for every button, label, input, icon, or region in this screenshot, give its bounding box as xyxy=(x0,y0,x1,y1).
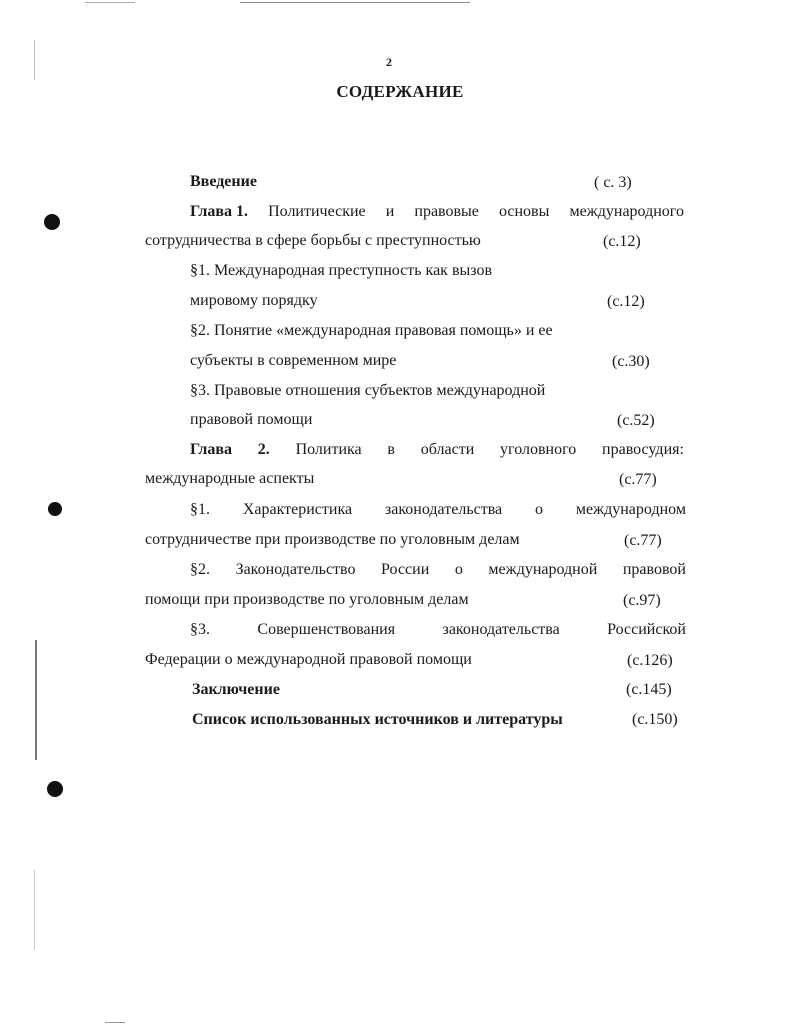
word: Политика xyxy=(295,441,362,458)
toc-chapter1-prefix: Глава 1. xyxy=(190,203,248,220)
word: в xyxy=(387,441,395,458)
toc-chapter2-number: 2. xyxy=(257,441,270,458)
word: законодательства xyxy=(442,621,560,638)
word: уголовного xyxy=(500,441,577,458)
word: §1. xyxy=(190,501,210,518)
hole-punch-mark xyxy=(44,214,60,230)
word: Характеристика xyxy=(242,501,353,518)
toc-ch2-s3-line1 xyxy=(190,620,686,640)
toc-ch1-s3-line1: §3. Правовые отношения субъектов международной xyxy=(190,382,546,399)
word: Российской xyxy=(607,621,686,638)
word: международного xyxy=(569,203,684,220)
toc-ch1-s1-page: (с.12) xyxy=(607,293,645,310)
top-edge-mark xyxy=(85,2,135,3)
toc-intro-label: Введение xyxy=(190,173,257,190)
toc-conclusion-page: (с.145) xyxy=(626,681,672,698)
top-edge-mark xyxy=(240,2,470,3)
toc-ch1-s2-line2: субъекты в современном мире xyxy=(190,352,397,369)
toc-chapter2-page: (с.77) xyxy=(619,471,657,488)
toc-conclusion-label: Заключение xyxy=(192,681,280,698)
word: области xyxy=(420,441,475,458)
toc-ch2-s2-page: (с.97) xyxy=(623,592,661,609)
toc-sources-label: Список использованных источников и литературы xyxy=(192,711,563,728)
toc-chapter2-line2: международные аспекты xyxy=(145,470,315,487)
hole-punch-mark xyxy=(47,781,63,797)
toc-ch1-s1-line2: мировому порядку xyxy=(190,292,318,309)
toc-ch2-s1-line1 xyxy=(190,500,686,520)
word: и xyxy=(385,203,395,220)
toc-ch1-s2-line1: §2. Понятие «международная правовая помощь» и ее xyxy=(190,322,553,339)
toc-ch2-s3-line2: Федерации о международной правовой помощи xyxy=(145,651,472,668)
word: России xyxy=(381,561,430,578)
toc-ch2-s1-line2: сотрудничестве при производстве по уголовным делам xyxy=(145,531,520,548)
toc-chapter1-line2: сотрудничества в сфере борьбы с преступностью xyxy=(145,232,481,249)
hole-punch-mark xyxy=(48,502,62,516)
toc-chapter2-line1 xyxy=(190,440,684,460)
toc-ch2-s1-page: (с.77) xyxy=(624,532,662,549)
toc-intro-page: ( с. 3) xyxy=(594,174,632,191)
toc-ch1-s3-page: (с.52) xyxy=(617,412,655,429)
word: о xyxy=(534,501,543,518)
word: международной xyxy=(488,561,598,578)
word: правосудия: xyxy=(602,441,684,458)
word: Совершенствования xyxy=(257,621,396,638)
page-title: СОДЕРЖАНИЕ xyxy=(336,82,464,101)
word: правовые xyxy=(414,203,479,220)
binding-edge-mark xyxy=(34,870,35,950)
toc-ch2-s2-line2: помощи при производстве по уголовным делам xyxy=(145,591,469,608)
word: правовой xyxy=(622,561,686,578)
word: международном xyxy=(575,501,686,518)
word: Политические xyxy=(268,203,366,220)
toc-ch2-s2-line1 xyxy=(190,560,686,580)
word: законодательства xyxy=(384,501,503,518)
toc-chapter1-line1 xyxy=(190,202,684,222)
toc-sources-page: (с.150) xyxy=(632,711,678,728)
toc-ch1-s1-line1: §1. Международная преступность как вызов xyxy=(190,262,493,279)
word: §2. xyxy=(190,561,210,578)
toc-ch1-s2-page: (с.30) xyxy=(612,353,650,370)
page-number: 2 xyxy=(386,55,392,69)
toc-chapter2-word: Глава xyxy=(190,441,232,458)
word: Законодательство xyxy=(235,561,356,578)
binding-edge-mark xyxy=(34,40,35,80)
word: §3. xyxy=(190,621,210,638)
word: основы xyxy=(498,203,550,220)
toc-ch2-s3-page: (с.126) xyxy=(627,652,673,669)
word: о xyxy=(454,561,463,578)
binding-edge-mark xyxy=(35,640,37,760)
toc-ch1-s3-line2: правовой помощи xyxy=(190,411,313,428)
bottom-edge-mark xyxy=(105,1022,125,1023)
toc-chapter1-page: (с.12) xyxy=(603,233,641,250)
